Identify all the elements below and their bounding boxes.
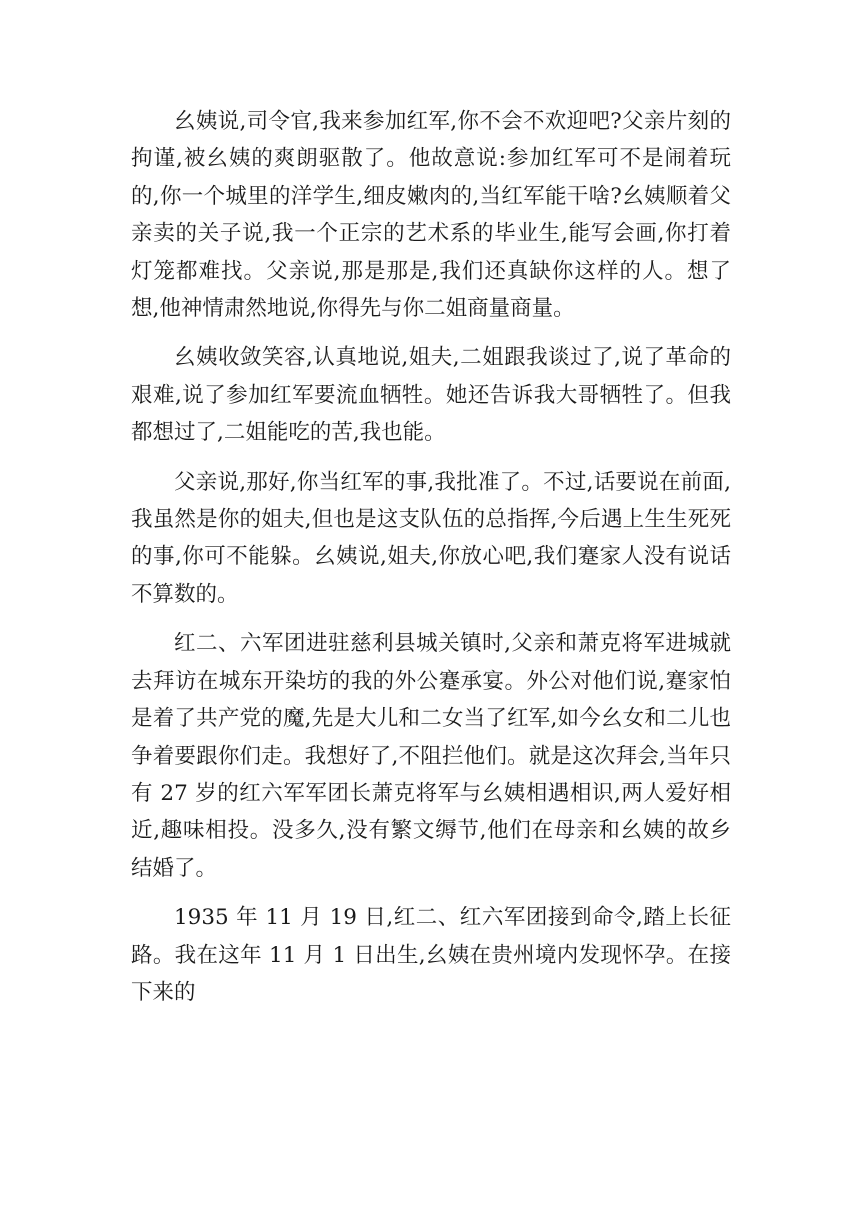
- document-page: [131, 103, 731, 1023]
- paragraph-2: 幺姨收敛笑容,认真地说,姐夫,二姐跟我谈过了,说了革命的艰难,说了参加红军要流血牺牲。她还告诉我大哥牺牲了。但我都想过了,二姐能吃的苦,我也能。: [131, 345, 731, 446]
- paragraph-3: 父亲说,那好,你当红军的事,我批准了。不过,话要说在前面,我虽然是你的姐夫,但也是这支队伍的总指挥,今后遇上生生死死的事,你可不能躲。幺姨说,姐夫,你放心吧,我们蹇家人没有说话不算数的。: [131, 469, 731, 607]
- paragraph-5: 1935 年 11 月 19 日,红二、红六军团接到命令,踏上长征路。我在这年 11 月 1 日出生,幺姨在贵州境内发现怀孕。在接下来的: [131, 905, 731, 1005]
- paragraph-4: 红二、六军团进驻慈利县城关镇时,父亲和萧克将军进城就去拜访在城东开染坊的我的外公蹇承宴。外公对他们说,蹇家怕是着了共产党的魔,先是大儿和二女当了红军,如今幺女和二儿也争着要跟你们走。我想好了,不阻拦他们。就是这次拜会,当年只有 27 岁的红六军军团长萧克将军与幺姨相遇相识,两人爱好相近,趣味相投。没多久,没有繁文缛节,他们在母亲和幺姨的故乡结婚了。: [131, 631, 731, 881]
- paragraph-1: 幺姨说,司令官,我来参加红军,你不会不欢迎吧?父亲片刻的拘谨,被幺姨的爽朗驱散了。他故意说:参加红军可不是闹着玩的,你一个城里的洋学生,细皮嫩肉的,当红军能干啥?幺姨顺着父亲卖的关子说,我一个正宗的艺术系的毕业生,能写会画,你打着灯笼都难找。父亲说,那是那是,我们还真缺你这样的人。想了想,他神情肃然地说,你得先与你二姐商量商量。: [131, 109, 731, 322]
